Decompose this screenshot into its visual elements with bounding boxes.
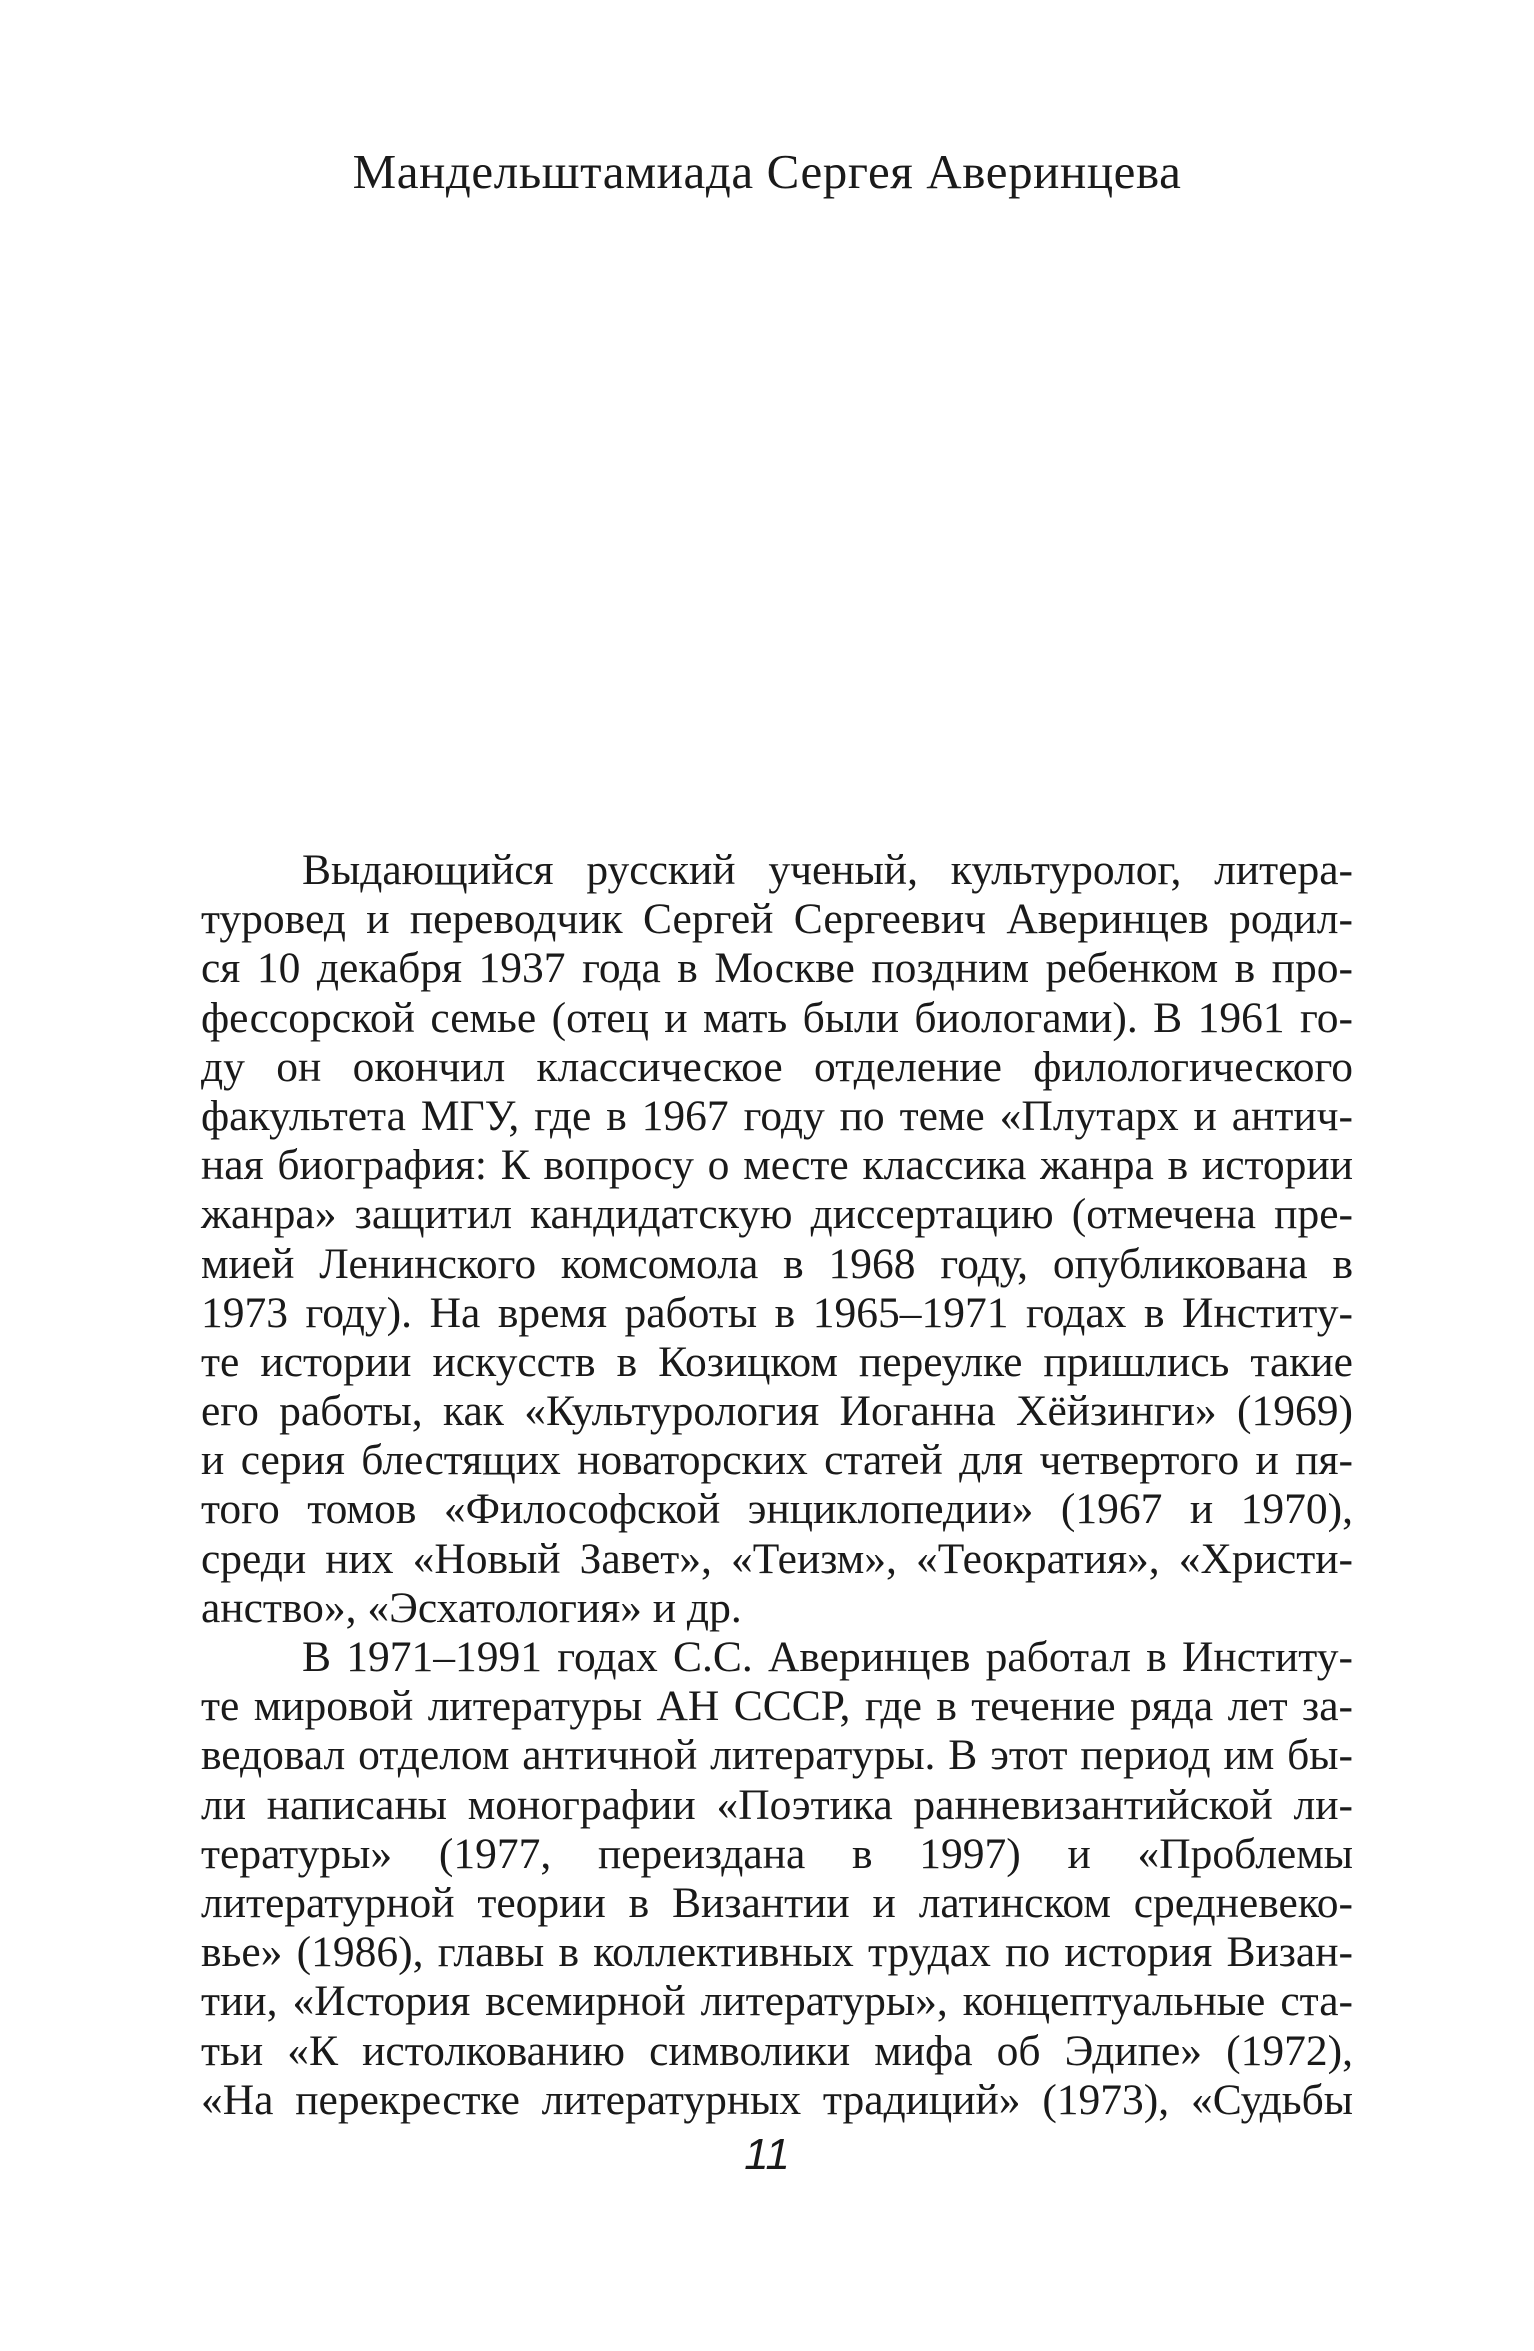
- text-line: те истории искусств в Козицком переулке пришлись такие: [201, 1337, 1353, 1386]
- text-line: ду он окончил классическое отделение филологического: [201, 1042, 1353, 1091]
- text-line: В 1971–1991 годах С.С. Аверинцев работал в Институ-: [302, 1633, 1353, 1681]
- text-line: 1973 году). На время работы в 1965–1971 годах в Институ-: [201, 1288, 1353, 1337]
- text-line: среди них «Новый Завет», «Теизм», «Теократия», «Христи-: [201, 1534, 1353, 1583]
- text-line: ли написаны монографии «Поэтика ранневизантийской ли-: [201, 1780, 1353, 1829]
- text-line: и серия блестящих новаторских статей для четвертого и пя-: [201, 1436, 1353, 1485]
- text-line: тии, «История всемирной литературы», концептуальные ста-: [201, 1977, 1353, 2026]
- paragraph-2: [201, 1633, 1353, 2125]
- text-line: того томов «Философской энциклопедии» (1967 и 1970),: [201, 1485, 1353, 1534]
- body-text: [201, 846, 1353, 2125]
- text-line: анство», «Эсхатология» и др.: [201, 1583, 742, 1632]
- text-line: его работы, как «Культурология Иоганна Хёйзинги» (1969): [201, 1387, 1353, 1436]
- text-line: тьи «К истолкованию символики мифа об Эдипе» (1972),: [201, 2026, 1353, 2075]
- text-line: литературной теории в Византии и латинском средневеко-: [201, 1878, 1353, 1927]
- text-line: те мировой литературы АН СССР, где в течение ряда лет за-: [201, 1682, 1353, 1731]
- text-line: факультета МГУ, где в 1967 году по теме «Плутарх и антич-: [201, 1091, 1353, 1140]
- running-head: Мандельштамиада Сергея Аверинцева: [352, 144, 1182, 199]
- text-line: ся 10 декабря 1937 года в Москве поздним ребенком в про-: [201, 944, 1353, 993]
- paragraph-1: [201, 846, 1353, 1633]
- text-line: вье» (1986), главы в коллективных трудах по история Визан-: [201, 1928, 1353, 1977]
- text-line: «На перекрестке литературных традиций» (1973), «Судьбы: [201, 2075, 1353, 2124]
- page-number: 11: [744, 2130, 790, 2179]
- text-line: туровед и переводчик Сергей Сергеевич Аверинцев родил-: [201, 895, 1353, 944]
- text-line: жанра» защитил кандидатскую диссертацию (отмечена пре-: [201, 1190, 1353, 1239]
- text-line: тературы» (1977, переиздана в 1997) и «Проблемы: [201, 1829, 1353, 1878]
- text-line: фессорской семье (отец и мать были биологами). В 1961 го-: [201, 993, 1353, 1042]
- text-line: ведовал отделом античной литературы. В этот период им бы-: [201, 1731, 1353, 1780]
- text-line: ная биография: К вопросу о месте классика жанра в истории: [201, 1141, 1353, 1190]
- text-line: мией Ленинского комсомола в 1968 году, опубликована в: [201, 1239, 1353, 1288]
- text-line: Выдающийся русский ученый, культуролог, литера-: [302, 846, 1353, 894]
